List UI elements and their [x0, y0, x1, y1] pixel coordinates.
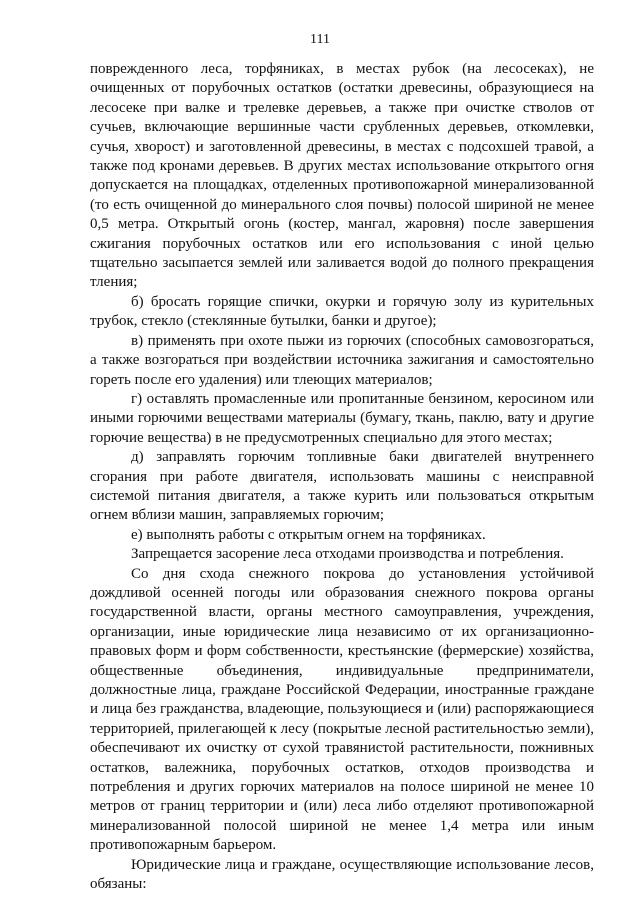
paragraph-item-b: б) бросать горящие спички, окурки и горячую золу из курительных трубок, стекло (стеклянные бутылки, банки и другое);	[90, 293, 594, 330]
body-text	[90, 60, 594, 894]
paragraph-item-e: е) выполнять работы с открытым огнем на торфяниках.	[131, 526, 486, 543]
paragraph-snow-clearing: Со дня схода снежного покрова до установления устойчивой дождливой осенней погоды или образования снежного покрова органы государственной власти, органы местного самоуправления, учреждения, организации, иные юридические лица независимо от их организационно-правовых форм и форм собственности, крестьянские (фермерские) хозяйства, общественные объединения, индивидуальные предприниматели, должностные лица, граждане Российской Федерации, иностранные граждане и лица без гражданства, владеющие, пользующиеся и (или) распоряжающиеся территорией, прилегающей к лесу (покрытые лесной растительностью земли), обеспечивают их очистку от сухой травянистой растительности, пожнивных остатков, валежника, порубочных остатков, отходов производства и потребления и других горючих материалов на полосе шириной не менее 10 метров от границ территории и (или) леса либо отделяют противопожарной минерализованной полосой шириной не менее 1,4 метра или иным противопожарным барьером.	[90, 565, 594, 854]
paragraph-item-v: в) применять при охоте пыжи из горючих (способных самовозгораться, а также возгораться при воздействии источника зажигания и самостоятельно гореть после его удаления) или тлеющих материалов;	[90, 332, 594, 388]
paragraph-item-d: д) заправлять горючим топливные баки двигателей внутреннего сгорания при работе двигателя, использовать машины с неисправной системой питания двигателя, а также курить или пользоваться открытым огнем вблизи машин, заправляемых горючим;	[90, 449, 594, 524]
paragraph-obligations: Юридические лица и граждане, осуществляющие использование лесов, обязаны:	[90, 856, 594, 893]
paragraph-continuation: поврежденного леса, торфяниках, в местах рубок (на лесосеках), не очищенных от порубочных остатков (остатки древесины, образующиеся на лесосеке при валке и трелевке деревьев, а также при очистке стволов от сучьев, включающие вершинные части срубленных деревьев, откомлевки, сучья, хворост) и заготовленной древесины, в местах с подсохшей травой, а также под кронами деревьев. В других местах использование открытого огня допускается на площадках, отделенных противопожарной минерализованной (то есть очищенной до минерального слоя почвы) полосой шириной не менее 0,5 метра. Открытый огонь (костер, мангал, жаровня) после завершения сжигания порубочных остатков или его использования с иной целью тщательно засыпается землей или заливается водой до полного прекращения тления;	[90, 61, 594, 291]
page-number: 111	[310, 32, 330, 47]
paragraph-prohibition: Запрещается засорение леса отходами производства и потребления.	[131, 546, 564, 563]
paragraph-item-g: г) оставлять промасленные или пропитанные бензином, керосином или иными горючими веществами материалы (бумагу, ткань, паклю, вату и другие горючие вещества) в не предусмотренных специально для этого местах;	[90, 390, 594, 446]
